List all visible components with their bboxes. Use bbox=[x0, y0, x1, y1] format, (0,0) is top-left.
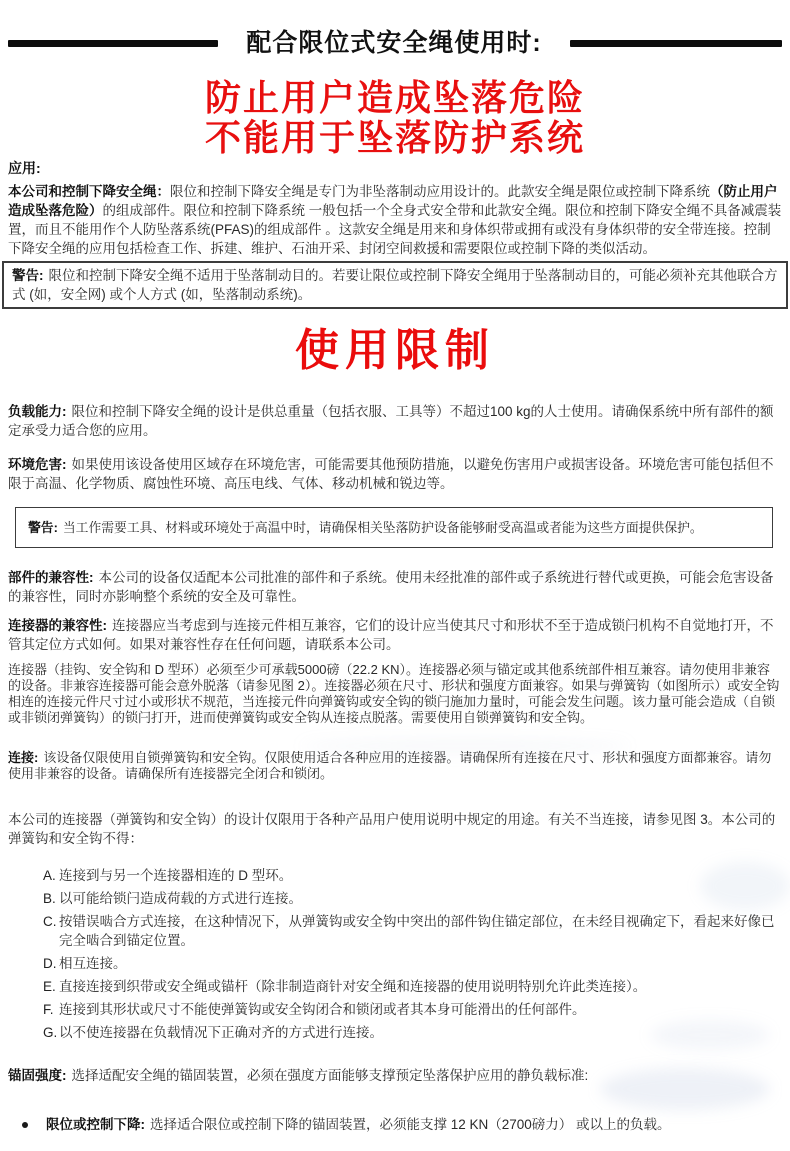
application-body2: 的组成部件。限位和控制下降系统 一般包括一个全身式安全带和此款安全绳。限位和控制下降安全绳不具备减震装置，而且不能用作个人防坠落系统(PFAS)的组成部件 。这款安全绳是用来和身体织带或拥有或没有身体织带的安全带连接。控制下降安全绳的应用包括检查工作、拆建、维护、石油开采、封闭空间救援和需要限位或控制下降的类似活动。 bbox=[8, 203, 782, 256]
connectors-strength-paragraph: 连接器（挂钩、安全钩和 D 型环）必须至少可承载5000磅（22.2 KN）。连接器必须与锚定或其他系统部件相互兼容。请勿使用非兼容的设备。非兼容连接器可能会意外脱落（请参见图 2）。连接器必须在尺寸、形状和强度方面兼容。如果与弹簧钩（如图所示）或安全钩相连的连接元件尺寸过小或形状不规范，当连接元件向弹簧钩或安全钩的锁闩施加力量时，可能会发生问题。该力量可能会造成（自锁或非锁闭弹簧钩）的锁闩打开，进而使弹簧钩或安全钩从连接点脱落。需要使用自锁弹簧钩和安全钩。 bbox=[8, 662, 780, 725]
header-rule-right bbox=[570, 40, 782, 47]
page-header bbox=[0, 0, 790, 58]
warning-box-1-text: 限位和控制下降安全绳不适用于坠落制动目的。若要让限位或控制下降安全绳用于坠落制动目的，可能必须补充其他联合方式 (如，安全网) 或个人方式 (如，坠落制动系统)。 bbox=[12, 268, 778, 302]
connector-compatibility-text: 连接器应当考虑到与连接元件相互兼容，它们的设计应当使其尺寸和形状不至于造成锁闩机构不自觉地打开，不管其定位方式如何。如果对兼容性存在任何问题，请联系本公司。 bbox=[8, 618, 774, 652]
list-item-c-letter: C. bbox=[43, 914, 57, 929]
list-item-e-letter: E. bbox=[43, 979, 56, 994]
anchorage-label: 锚固强度: bbox=[8, 1068, 67, 1083]
section-title-usage-limits: 使用限制 bbox=[295, 326, 495, 375]
list-item-c-text: 按错误啮合方式连接，在这种情况下，从弹簧钩或安全钩中突出的部件钩住锚定部位，在未经目视确定下，看起来好像已完全啮合到锚定位置。 bbox=[59, 914, 775, 948]
connector-compatibility-paragraph bbox=[8, 616, 782, 654]
connector-compatibility-label: 连接器的兼容性: bbox=[8, 618, 107, 633]
warning-box-2-text: 当工作需要工具、材料或环境处于高温中时，请确保相关坠落防护设备能够耐受高温或者能为这些方面提供保护。 bbox=[62, 520, 703, 535]
application-bold-mid: （防止用户造成坠落危险） bbox=[8, 184, 778, 218]
environment-label: 环境危害: bbox=[8, 457, 67, 472]
connectors-intro-paragraph: 本公司的连接器（弹簧钩和安全钩）的设计仅限用于各种产品用户使用说明中规定的用途。有关不当连接，请参见图 3。本公司的弹簧钩和安全钩不得： bbox=[8, 812, 776, 846]
list-item-e bbox=[43, 977, 782, 996]
bullet-icon bbox=[22, 1122, 28, 1128]
prohibited-connections-list bbox=[43, 866, 782, 1042]
environment-paragraph bbox=[8, 455, 782, 493]
warning-box-2 bbox=[15, 507, 773, 548]
list-item-d-text: 相互连接。 bbox=[59, 956, 127, 971]
list-item-b bbox=[43, 889, 782, 908]
list-item-f bbox=[43, 1000, 782, 1019]
warning-box-2-label: 警告: bbox=[28, 520, 58, 535]
list-item-a-text: 连接到与另一个连接器相连的 D 型环。 bbox=[59, 868, 293, 883]
list-item-a-letter: A. bbox=[43, 868, 56, 883]
anchorage-bullet-content bbox=[46, 1115, 671, 1134]
list-item-d-letter: D. bbox=[43, 956, 57, 971]
list-item-g-text: 以不使连接器在负载情况下正确对齐的方式进行连接。 bbox=[59, 1025, 383, 1040]
list-item-a bbox=[43, 866, 782, 885]
warning-box-1 bbox=[2, 261, 788, 309]
list-item-d bbox=[43, 954, 782, 973]
list-item-b-text: 以可能给锁闩造成荷载的方式进行连接。 bbox=[59, 891, 302, 906]
connection-label: 连接: bbox=[8, 750, 39, 765]
connection-text: 该设备仅限使用自锁弹簧钩和安全钩。仅限使用适合各种应用的连接器。请确保所有连接在尺寸、形状和强度方面都兼容。请勿使用非兼容的设备。请确保所有连接器完全闭合和锁闭。 bbox=[8, 750, 772, 781]
warning-box-1-label: 警告: bbox=[12, 268, 44, 283]
application-body1: 限位和控制下降安全绳是专门为非坠落制动应用设计的。此款安全绳是限位或控制下降系统 bbox=[170, 184, 710, 199]
anchorage-bullet-item bbox=[14, 1115, 782, 1134]
anchorage-paragraph bbox=[8, 1066, 782, 1085]
header-title: 配合限位式安全绳使用时: bbox=[246, 29, 542, 57]
list-item-f-text: 连接到其形状或尺寸不能使弹簧钩或安全钩闭合和锁闭或者其本身可能滑出的任何部件。 bbox=[59, 1002, 586, 1017]
anchorage-text: 选择适配安全绳的锚固装置，必须在强度方面能够支撑预定坠落保护应用的静负载标准: bbox=[71, 1068, 589, 1083]
capacity-text: 限位和控制下降安全绳的设计是供总重量（包括衣服、工具等）不超过100 kg的人士使用。请确保系统中所有部件的额定承受力适合您的应用。 bbox=[8, 404, 774, 438]
list-item-g bbox=[43, 1023, 782, 1042]
anchorage-bullet-label: 限位或控制下降: bbox=[46, 1117, 145, 1132]
application-label: 应用: bbox=[8, 160, 41, 176]
hazard-banner-line1: 防止用户造成坠落危险 bbox=[204, 77, 585, 118]
list-item-b-letter: B. bbox=[43, 891, 56, 906]
anchorage-bullet-text: 选择适合限位或控制下降的锚固装置，必须能支撑 12 KN（2700磅力） 或以上的负载。 bbox=[150, 1117, 671, 1132]
list-item-g-letter: G. bbox=[43, 1025, 58, 1040]
parts-compatibility-text: 本公司的设备仅适配本公司批准的部件和子系统。使用未经批准的部件或子系统进行替代或更换，可能会危害设备的兼容性，同时亦影响整个系统的安全及可靠性。 bbox=[8, 570, 774, 604]
hazard-banner-line2: 不能用于坠落防护系统 bbox=[204, 117, 585, 158]
list-item-f-letter: F. bbox=[43, 1002, 54, 1017]
list-item-e-text: 直接连接到织带或安全绳或锚杆（除非制造商针对安全绳和连接器的使用说明特别允许此类连接）。 bbox=[59, 979, 647, 994]
connection-paragraph bbox=[8, 750, 782, 782]
application-paragraph bbox=[8, 182, 782, 258]
parts-compatibility-label: 部件的兼容性: bbox=[8, 570, 94, 585]
hazard-banner bbox=[0, 78, 790, 158]
parts-compatibility-paragraph bbox=[8, 568, 782, 606]
capacity-label: 负载能力: bbox=[8, 404, 67, 419]
environment-text: 如果使用该设备使用区域存在环境危害，可能需要其他预防措施，以避免伤害用户或损害设备。环境危害可能包括但不限于高温、化学物质、腐蚀性环境、高压电线、气体、移动机械和锐边等。 bbox=[8, 457, 774, 491]
list-item-c bbox=[43, 912, 782, 950]
application-lead: 本公司和控制下降安全绳： bbox=[8, 184, 170, 199]
header-rule-left bbox=[8, 40, 218, 47]
capacity-paragraph bbox=[8, 402, 782, 440]
